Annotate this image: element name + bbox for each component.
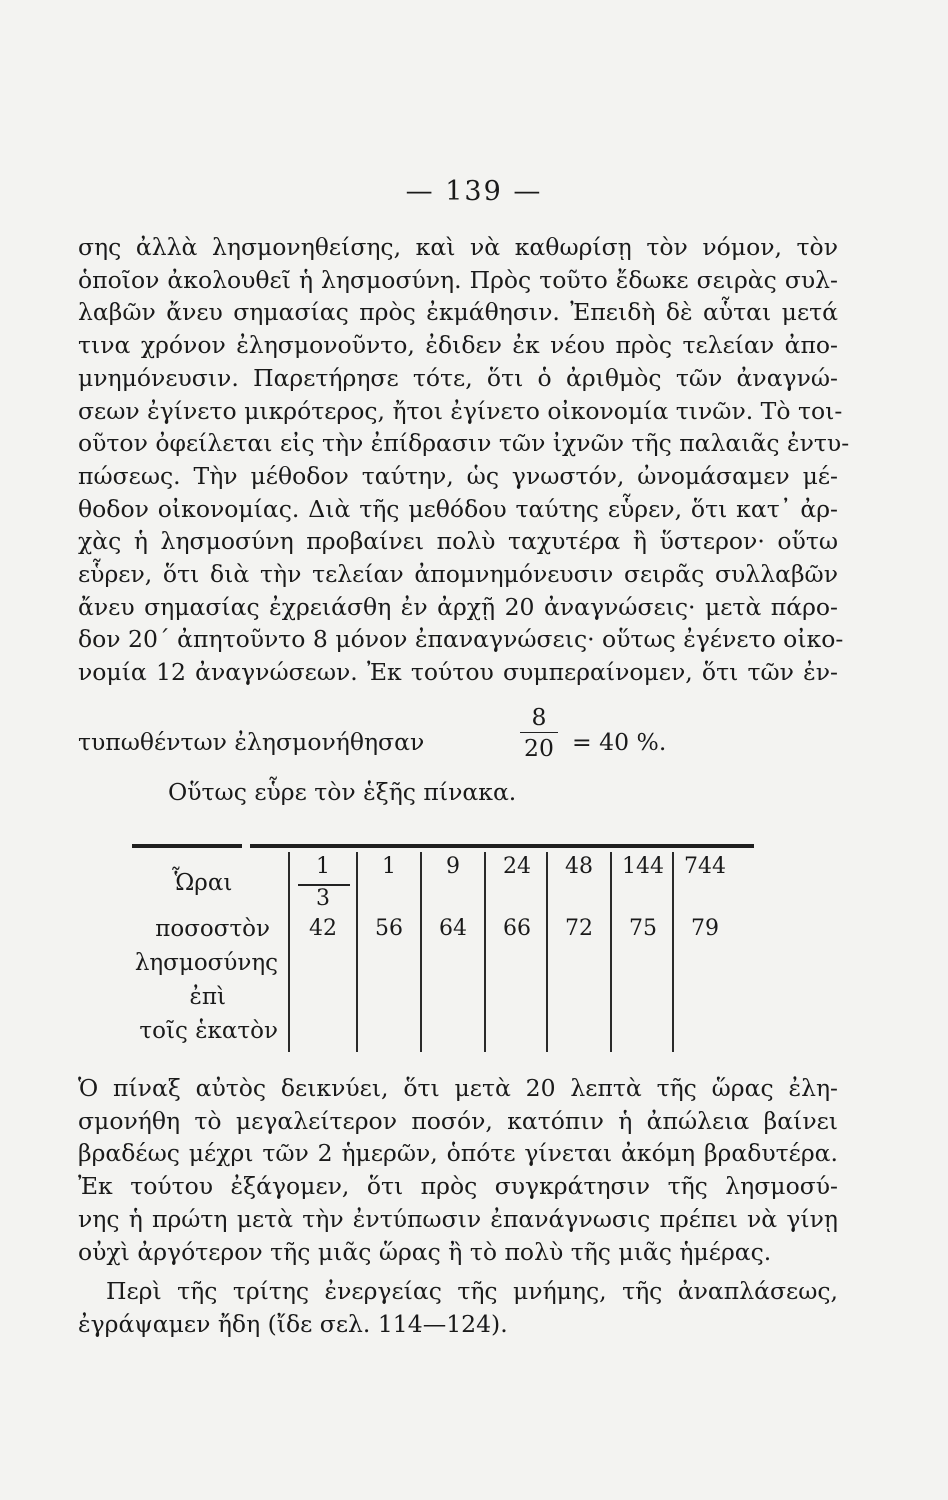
hours-label: Ὧραι [172, 870, 233, 896]
hours-cell: 9 [446, 854, 460, 879]
text-line: Περὶ τῆς τρίτης ἐνεργείας τῆς μνήμης, τῆς ἀναπλάσεως, [106, 1277, 838, 1305]
text-line: πώσεως. Τὴν μέθοδον ταύτην, ὡς γνωστόν, ὠνομάσαμεν μέ- [78, 461, 838, 490]
text-line: δον 20΄ ἀπητοῦντο 8 μόνον ἐπαναγνώσεις· οὕτως ἐγένετο οἰκο- [78, 625, 844, 654]
percent-cell: 79 [691, 916, 719, 941]
percent-cell: 42 [309, 916, 337, 941]
text-line: θοδον οἰκονομίας. Διὰ τῆς μεθόδου ταύτης εὗρεν, ὅτι κατ᾽ ἀρ- [78, 494, 838, 523]
forgetting-table [132, 844, 754, 1054]
text-line: Ὁ πίναξ αὐτὸς δεικνύει, ὅτι μετὰ 20 λεπτὰ τῆς ὥρας ἐλη- [78, 1074, 838, 1102]
text-line: οῦτον ὀφείλεται εἰς τὴν ἐπίδρασιν τῶν ἰχνῶν τῆς παλαιᾶς ἐντυ- [78, 429, 850, 458]
percent-cell: 56 [375, 916, 403, 941]
table-column-rule [672, 852, 674, 1052]
hours-cell: 744 [684, 854, 726, 879]
text-line: μνημόνευσιν. Παρετήρησε τότε, ὅτι ὁ ἀριθμὸς τῶν ἀναγνώ- [78, 363, 838, 392]
text-line: εὗρεν, ὅτι διὰ τὴν τελείαν ἀπομνημόνευσιν σειρᾶς συλλαβῶν [78, 560, 838, 589]
fraction-line-text: τυπωθέντων ἐλησμονήθησαν [78, 728, 425, 756]
row-label-line: λησμοσύνης [134, 950, 278, 976]
text-line: Ἐκ τούτου ἐξάγομεν, ὅτι πρὸς συγκράτησιν τῆς λησμοσύ- [78, 1172, 838, 1201]
text-line: νομία 12 ἀναγνώσεων. Ἐκ τούτου συμπεραίνομεν, ὅτι τῶν ἐν- [78, 658, 838, 687]
text-line: σης ἀλλὰ λησμονηθείσης, καὶ νὰ καθωρίσῃ τὸν νόμον, τὸν [78, 233, 838, 261]
fraction-denominator: 20 [524, 734, 554, 762]
table-intro: Οὕτως εὗρε τὸν ἑξῆς πίνακα. [168, 778, 517, 806]
percent-cell: 75 [629, 916, 657, 941]
hours-cell: 3 [316, 886, 330, 911]
text-line: λαβῶν ἄνευ σημασίας πρὸς ἐκμάθησιν. Ἐπειδὴ δὲ αὗται μετά [78, 298, 838, 327]
percent-cell: 72 [565, 916, 593, 941]
row-label-line: ποσοστὸν [155, 916, 270, 942]
text-line: σεων ἐγίνετο μικρότερος, ἤτοι ἐγίνετο οἰκονομία τινῶν. Τὸ τοι- [78, 396, 843, 425]
text-line: τινα χρόνον ἐλησμονοῦντο, ἐδιδεν ἐκ νέου πρὸς τελείαν ἀπο- [78, 331, 838, 360]
text-line: ἐγράψαμεν ἤδη (ἴδε σελ. 114—124). [78, 1309, 508, 1338]
hours-cell: 48 [565, 854, 593, 879]
table-top-rule [250, 844, 754, 848]
table-column-rule [546, 852, 548, 1052]
text-line: οὐχὶ ἀργότερον τῆς μιᾶς ὥρας ἢ τὸ πολὺ τῆς μιᾶς ἡμέρας. [78, 1237, 772, 1266]
text-line: βραδέως μέχρι τῶν 2 ἡμερῶν, ὁπότε γίνεται ἀκόμη βραδυτέρα. [78, 1139, 838, 1168]
paragraph-1 [78, 231, 850, 689]
fraction-line [78, 702, 838, 774]
table-column-rule [420, 852, 422, 1052]
percent-cell: 64 [439, 916, 467, 941]
text-line: χὰς ἡ λησμοσύνη προβαίνει πολὺ ταχυτέρα ἢ ὕστερον· οὕτω [78, 527, 838, 556]
text-line: σμονήθη τὸ μεγαλείτερον ποσόν, κατόπιν ἡ ἀπώλεια βαίνει [78, 1106, 838, 1135]
hours-cell: 144 [622, 854, 664, 879]
row-label-line: ἐπὶ [189, 984, 226, 1010]
hours-cell: 24 [503, 854, 531, 879]
fraction [516, 702, 562, 763]
percent-cell: 66 [503, 916, 531, 941]
text-line: ἄνευ σημασίας ἐχρειάσθη ἐν ἀρχῇ 20 ἀναγνώσεις· μετὰ πάρο- [78, 592, 838, 621]
text-line: νης ἡ πρώτη μετὰ τὴν ἐντύπωσιν ἐπανάγνωσις πρέπει νὰ γίνῃ [78, 1204, 838, 1233]
fraction-numerator: 8 [531, 703, 547, 731]
fraction-result: = 40 %. [572, 728, 667, 756]
text-line: ὁποῖον ἀκολουθεῖ ἡ λησμοσύνη. Πρὸς τοῦτο ἔδωκε σειρὰς συλ- [78, 265, 838, 294]
table-column-rule [356, 852, 358, 1052]
paragraph-3 [78, 1275, 838, 1340]
hours-cell: 1 [316, 854, 330, 879]
hours-cell: 1 [382, 854, 396, 879]
page-number: — 139 — [405, 176, 543, 207]
table-column-rule [610, 852, 612, 1052]
table-column-rule [484, 852, 486, 1052]
row-label-line: τοῖς ἑκατὸν [139, 1018, 278, 1044]
table-column-rule [288, 852, 290, 1052]
paragraph-2 [78, 1072, 838, 1268]
table-top-rule [132, 844, 242, 848]
